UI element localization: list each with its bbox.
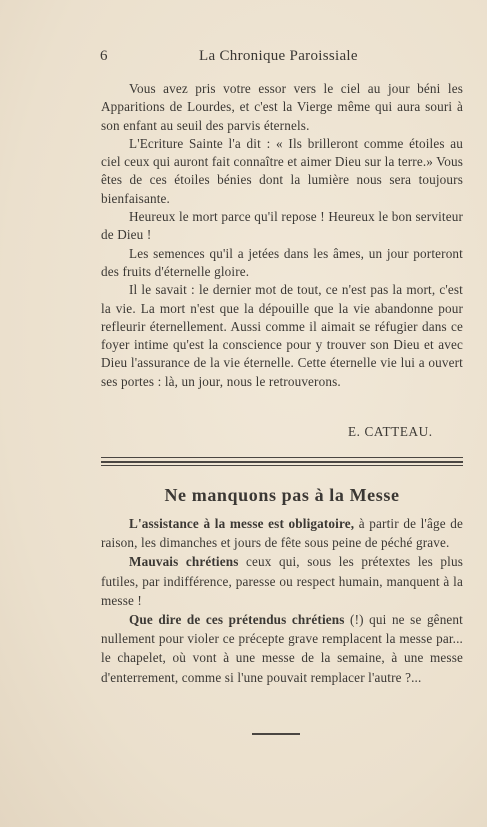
end-divider xyxy=(252,733,300,735)
paragraph-text: à partir de l'âge de raison, les dimanches et jours de fête sous peine de péché grave. xyxy=(101,516,464,551)
paragraph: L'Ecriture Sainte l'a dit : « Ils brilleront comme étoiles au ciel ceux qui auront fait connaître et aimer Dieu sur la terre.» Vous êtes de ces étoiles bénies dont la lumière nous sera toujours bienfaisante. xyxy=(101,135,463,206)
author-signature: E. CATTEAU. xyxy=(348,424,433,439)
running-header xyxy=(100,48,400,68)
paragraph: Il le savait : le dernier mot de tout, ce n'est pas la mort, c'est la vie. La mort n'est que la dépouille que la vie abandonne pour refleurir éternellement. Aussi comme il aimait se réfugier dans ce foyer intime qu'est la conscience pour y trouver son Dieu et avec Dieu l'assurance de la vie éternelle. Cette éternelle vie lui a ouvert ses portes : là, un jour, nous le retrouverons. xyxy=(101,282,463,389)
article-body xyxy=(101,80,463,391)
paragraph-lead: Mauvais chrétiens xyxy=(129,554,239,570)
page-number: 6 xyxy=(100,48,108,64)
paragraph: Heureux le mort parce qu'il repose ! Heureux le bon serviteur de Dieu ! xyxy=(101,209,463,243)
paragraph: Vous avez pris votre essor vers le ciel au jour béni les Apparitions de Lourdes, et c'est la Vierge même qui aura souri à son enfant au seuil des parvis éternels. xyxy=(101,81,463,133)
paragraph-lead: L'assistance à la messe est obligatoire, xyxy=(129,516,355,531)
paragraph xyxy=(101,514,463,552)
paragraph: Les semences qu'il a jetées dans les âmes, un jour porteront des fruits d'éternelle gloire. xyxy=(101,245,463,279)
paragraph-text: (!) qui ne se gênent nullement pour violer ce précepte grave remplacent la messe par... le chapelet, où vont à une messe de la semaine, à une messe d'enterrement, comme si l'une pouvait remplacer l'autre ?... xyxy=(101,612,463,685)
paragraph xyxy=(101,552,463,610)
publication-title: La Chronique Paroissiale xyxy=(199,48,358,64)
paragraph xyxy=(101,610,463,687)
section-title: Ne manquons pas à la Messe xyxy=(164,485,400,505)
section-body xyxy=(101,514,463,687)
paragraph-lead: Que dire de ces prétendus chrétiens xyxy=(129,612,345,628)
section-divider xyxy=(101,457,463,466)
paragraph-text: ceux qui, sous les prétextes les plus futiles, par indifférence, paresse ou respect humain, manquent à la messe ! xyxy=(101,554,463,608)
